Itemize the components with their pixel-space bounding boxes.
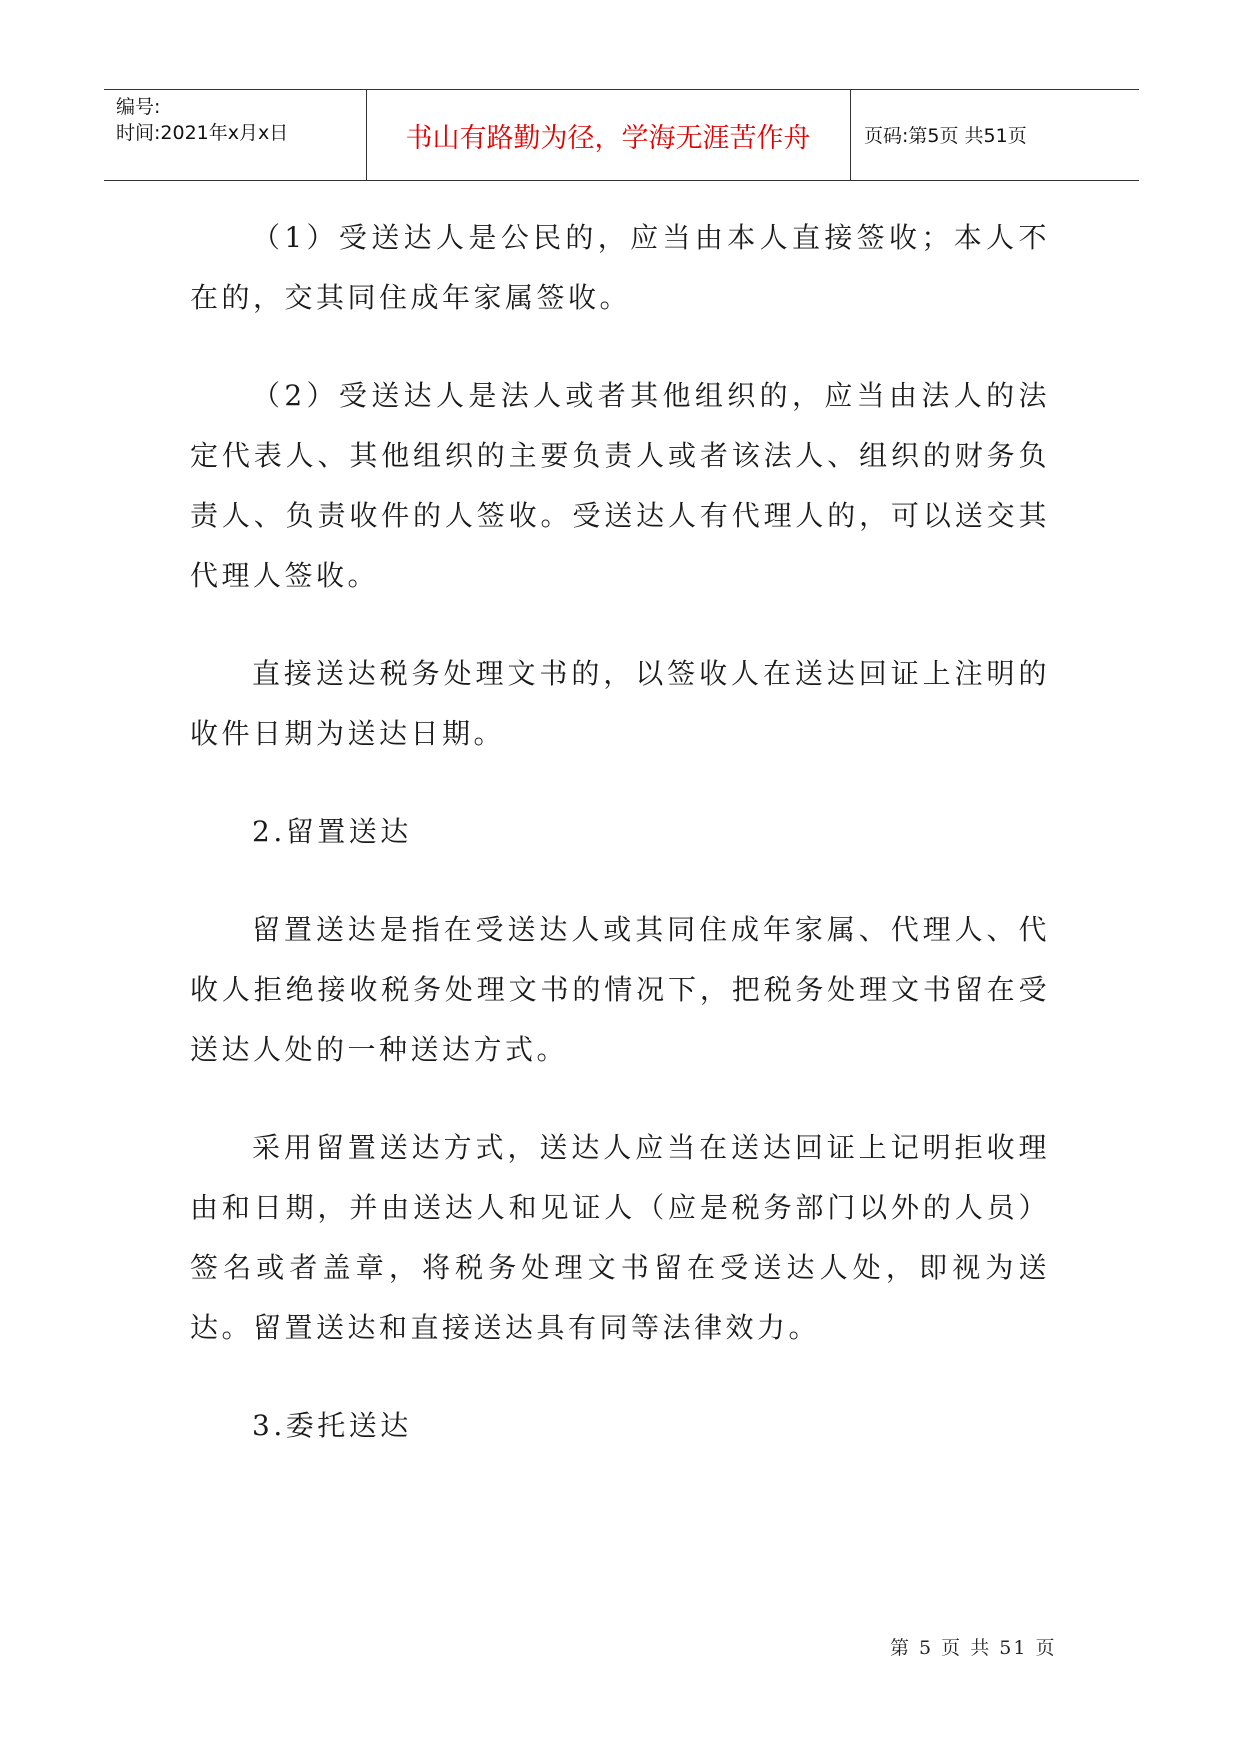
paragraph-direct-delivery-date: 直接送达税务处理文书的，以签收人在送达回证上注明的收件日期为送达日期。	[190, 657, 1050, 750]
serial-label: 编号:	[116, 96, 161, 118]
header-page-number: 页码:第5页 共51页	[864, 125, 1027, 147]
page-footer: 第 5 页 共 51 页	[890, 1637, 1057, 1659]
document-body	[190, 208, 1050, 1494]
paragraph-recipient-citizen: （1）受送达人是公民的，应当由本人直接签收；本人不在的，交其同住成年家属签收。	[190, 221, 1050, 314]
paragraph-lien-delivery-definition: 留置送达是指在受送达人或其同住成年家属、代理人、代收人拒绝接收税务处理文书的情况下，把税务处理文书留在受送达人处的一种送达方式。	[190, 913, 1050, 1066]
paragraph-lien-delivery-procedure: 采用留置送达方式，送达人应当在送达回证上记明拒收理由和日期，并由送达人和见证人（应是税务部门以外的人员）签名或者盖章，将税务处理文书留在受送达人处，即视为送达。留置送达和直接送达具有同等法律效力。	[190, 1131, 1050, 1344]
header-slogan: 书山有路勤为径，学海无涯苦作舟	[405, 123, 811, 154]
page-header	[104, 89, 1139, 181]
section-heading-entrusted-delivery: 3.委托送达	[252, 1409, 412, 1442]
header-divider-right	[850, 90, 851, 180]
paragraph-recipient-legal-person: （2）受送达人是法人或者其他组织的，应当由法人的法定代表人、其他组织的主要负责人或者该法人、组织的财务负责人、负责收件的人签收。受送达人有代理人的，可以送交其代理人签收。	[190, 379, 1050, 592]
section-heading-lien-delivery: 2.留置送达	[252, 815, 412, 848]
time-label: 时间:2021年x月x日	[116, 122, 289, 144]
